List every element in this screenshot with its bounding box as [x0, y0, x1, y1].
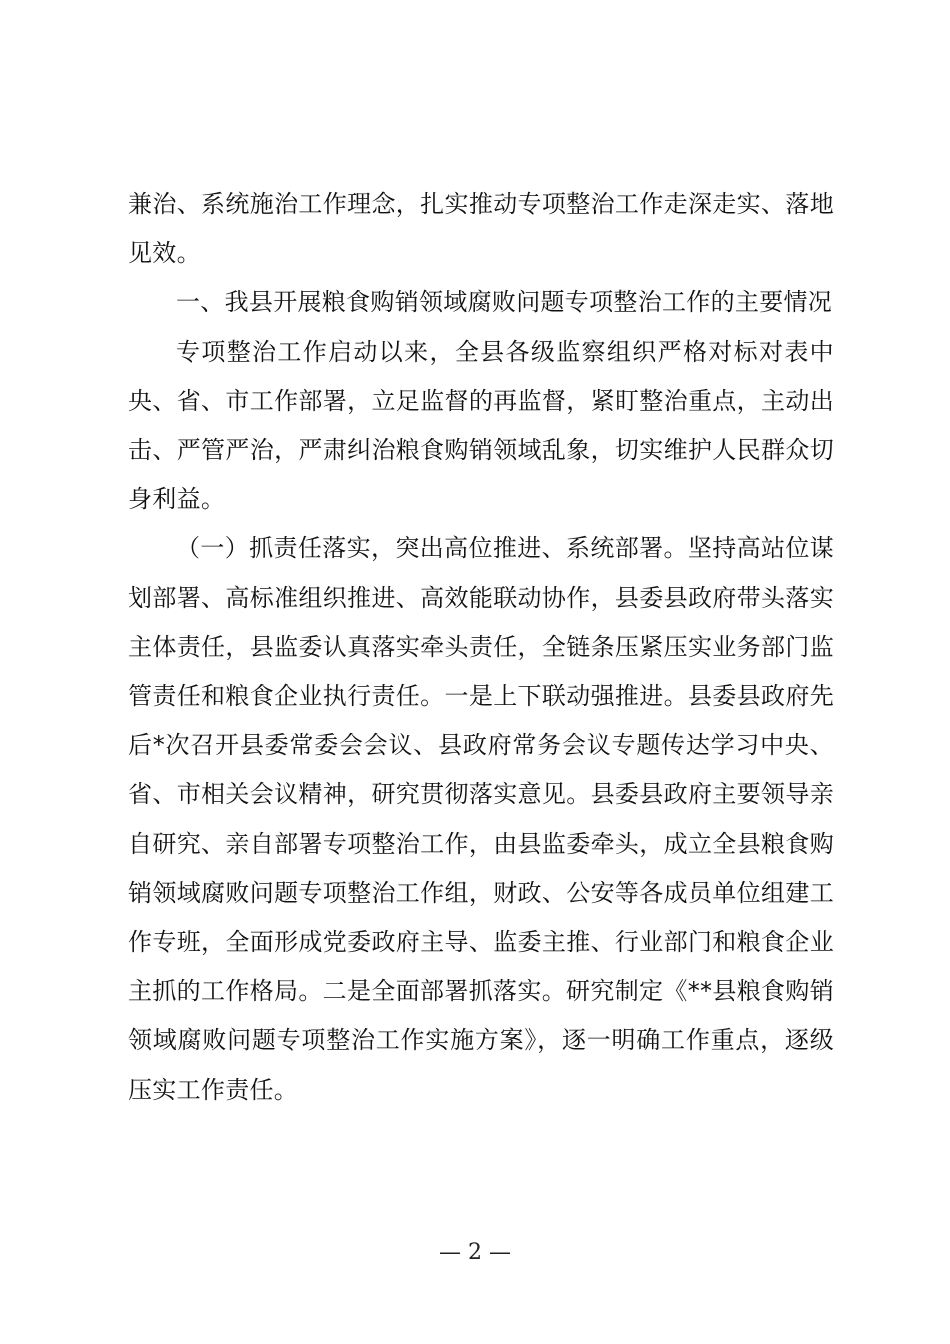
- paragraph-continuation: 兼治、系统施治工作理念，扎实推动专项整治工作走深走实、落地见效。: [128, 190, 834, 268]
- page-number: — 2 —: [439, 1240, 511, 1265]
- document-body: [128, 180, 834, 1115]
- paragraph-overview: 专项整治工作启动以来，全县各级监察组织严格对标对表中央、省、市工作部署，立足监督的再监督，紧盯整治重点，主动出击、严管严治，严肃纠治粮食购销领域乱象，切实维护人民群众切身利益。: [128, 337, 834, 514]
- paragraph-responsibility: （一）抓责任落实，突出高位推进、系统部署。坚持高站位谋划部署、高标准组织推进、高效能联动协作，县委县政府带头落实主体责任，县监委认真落实牵头责任，全链条压紧压实业务部门监管责任和粮食企业执行责任。一是上下联动强推进。县委县政府先后*次召开县委常委会会议、县政府常务会议专题传达学习中央、省、市相关会议精神，研究贯彻落实意见。县委县政府主要领导亲自研究、亲自部署专项整治工作，由县监委牵头，成立全县粮食购销领域腐败问题专项整治工作组，财政、公安等各成员单位组建工作专班，全面形成党委政府主导、监委主推、行业部门和粮食企业主抓的工作格局。二是全面部署抓落实。研究制定《**县粮食购销领域腐败问题专项整治工作实施方案》，逐一明确工作重点，逐级压实工作责任。: [128, 534, 834, 1104]
- section-heading: 一、我县开展粮食购销领域腐败问题专项整治工作的主要情况: [176, 288, 833, 317]
